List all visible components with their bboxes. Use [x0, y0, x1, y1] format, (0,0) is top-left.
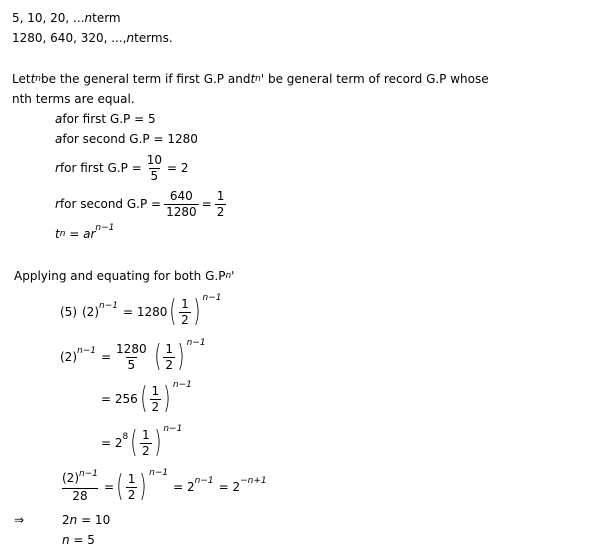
text: =: [103, 480, 115, 494]
var: n: [35, 74, 41, 84]
text: =: [201, 197, 212, 211]
exponent: 8: [122, 432, 129, 442]
equation-3: [101, 381, 192, 417]
exponent: n−1: [77, 346, 96, 356]
text: nth terms are equal.: [12, 92, 135, 106]
var: ar: [83, 227, 96, 241]
exponent: n−1: [95, 223, 115, 233]
exponent: n−1: [79, 468, 98, 479]
fraction: [60, 468, 100, 504]
denominator: 5: [150, 168, 159, 183]
intro-line: [12, 69, 489, 89]
exponent: n−1: [202, 293, 222, 303]
fraction: [114, 342, 149, 373]
var: a: [55, 132, 63, 146]
fraction: [163, 342, 175, 373]
numerator: 1280: [116, 341, 147, 356]
fraction: [126, 472, 138, 503]
paren: ): [177, 339, 185, 374]
a-first: [55, 109, 156, 129]
text: = 2: [167, 161, 189, 175]
text: = 1280: [122, 305, 168, 319]
a-second: [55, 129, 198, 149]
text: = 256: [101, 392, 138, 406]
text: = 10: [77, 513, 111, 527]
text: 1280, 640, 320, ...,: [12, 31, 127, 45]
paren: (: [169, 294, 177, 329]
var: n: [69, 513, 78, 527]
var: r: [55, 161, 60, 175]
numerator: 1: [127, 471, 136, 486]
general-term: [55, 224, 114, 244]
numerator: 10: [146, 152, 163, 167]
text: for first G.P = 5: [62, 112, 156, 126]
var: r: [55, 197, 60, 211]
denominator: 2: [165, 357, 173, 372]
text: be the general term if first G.P and: [41, 72, 251, 86]
text: for first G.P =: [59, 161, 142, 175]
sequence-two: [12, 28, 173, 48]
text: 5, 10, 20, ...: [12, 11, 85, 25]
text: (2): [62, 470, 79, 485]
denominator: 28: [62, 488, 97, 504]
numerator: 1: [141, 427, 150, 442]
equation-6: [62, 510, 110, 530]
text: = 5: [69, 533, 95, 547]
text: = 2: [101, 436, 123, 450]
fraction: [150, 384, 162, 415]
denominator: 2: [127, 487, 136, 502]
sequence-one: [12, 8, 121, 28]
implies-arrow: [14, 510, 24, 530]
text: Applying and equating for both G.P: [14, 269, 226, 283]
var: n: [225, 271, 232, 281]
var: t: [30, 72, 36, 86]
text: ': [231, 269, 235, 283]
denominator: 2: [216, 204, 225, 219]
denominator: 2: [141, 443, 150, 458]
text: term: [92, 11, 121, 25]
intro-line-2: [12, 89, 135, 109]
exponent: n−1: [163, 424, 183, 434]
paren: ): [163, 381, 171, 416]
exponent: n−1: [172, 380, 192, 390]
var: t: [250, 72, 256, 86]
denominator: 5: [127, 357, 136, 372]
paren: (: [130, 425, 138, 460]
text: =: [100, 350, 112, 364]
exponent: n−1: [186, 338, 206, 348]
paren: (: [153, 339, 161, 374]
text: ' be general term of record G.P whose: [260, 72, 489, 86]
numerator: 1: [151, 383, 160, 398]
fraction: [140, 428, 152, 459]
denominator: 1280: [166, 204, 197, 219]
var: n: [255, 74, 261, 84]
numerator: 1: [165, 341, 173, 356]
equation-2: [60, 339, 206, 375]
text: (5): [60, 305, 77, 319]
text: terms.: [134, 31, 173, 45]
exponent: n−1: [149, 468, 169, 478]
equation-5: [60, 469, 267, 505]
numerator: 1: [216, 188, 225, 203]
text: for second G.P =: [59, 197, 162, 211]
exponent: n−1: [99, 301, 118, 311]
var: n: [84, 11, 93, 25]
paren: ): [139, 469, 147, 504]
var: a: [55, 112, 63, 126]
exponent: −n+1: [240, 476, 267, 486]
var: n: [62, 533, 70, 547]
denominator: 2: [151, 399, 160, 414]
numerator: 640: [169, 188, 193, 203]
equation-7: [62, 530, 95, 550]
text: = 2: [173, 480, 195, 494]
fraction: [164, 189, 199, 220]
text: for second G.P = 1280: [62, 132, 198, 146]
text: Let: [12, 72, 31, 86]
implies-icon: ⇒: [14, 513, 25, 527]
r-second: [55, 186, 229, 222]
fraction: [179, 297, 191, 328]
fraction: [145, 153, 164, 184]
var: t: [55, 227, 60, 241]
fraction: [215, 189, 227, 220]
text: (2): [82, 305, 99, 319]
equation-4: [101, 425, 182, 461]
text: 2: [62, 513, 70, 527]
var: n: [126, 31, 135, 45]
denominator: 2: [181, 312, 189, 327]
exponent: n−1: [194, 476, 214, 486]
text: (2): [60, 350, 77, 364]
text: =: [65, 227, 84, 241]
r-first: [55, 150, 189, 186]
paren: ): [193, 294, 201, 329]
numerator: [60, 468, 100, 488]
equation-1: [60, 294, 221, 330]
paren: (: [140, 381, 148, 416]
numerator: 1: [181, 296, 189, 311]
var: n: [59, 229, 66, 239]
paren: ): [153, 425, 161, 460]
text: = 2: [218, 480, 241, 494]
applying-line: [14, 266, 234, 286]
paren: (: [116, 469, 124, 504]
